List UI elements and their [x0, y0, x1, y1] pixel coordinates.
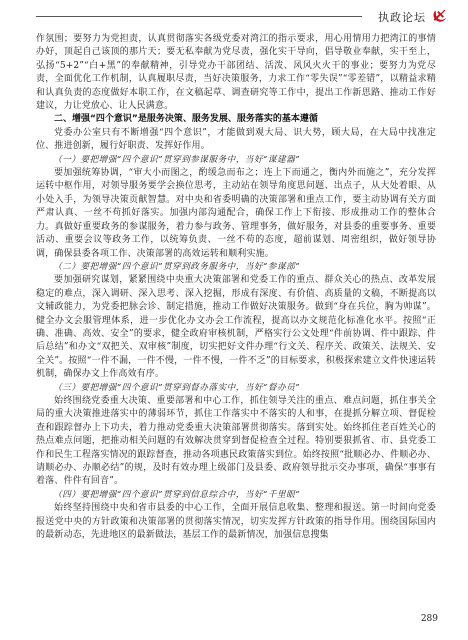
section-heading: 二、增强“四个意识”是服务决策、服务发展、服务落实的基本遵循: [54, 114, 318, 125]
paragraph: 要加强统筹协调，“审大小而图之，酌缓急而布之；连上下而通之，衡内外而施之”，充分发挥运转中枢作用，对领导服务要学会换位思考，主动站在领导角度思问题、出点子，从大处着眼、从小处入手，为领导决策贡献智慧。对中央和省委明确的决策部署和重点工作，要主动协调有关方面严肃认真、一丝不苟抓好落实。加强内部沟通配合，确保工作上下衔接、形成推动工作的整体合力。真做好重要政务的参谋服务，着力参与政务、管理事务，做好服务，对县委的重要事务、重要活动、重要会议等政务工作，以统筹负责、一丝不苟的态度，超前谋划、周密组织，做好领导协调，确保县委各项工作、决策部署的高效运转和顺利实施。: [36, 168, 436, 259]
subsection-heading: （二）要把增强“四个意识”贯穿到政务服务中，当好“参谋部”: [53, 261, 301, 272]
party-emblem-icon: [430, 6, 448, 24]
paragraph: 要加强研究谋划，紧紧围绕中央重大决策部署和党委工作的重点、群众关心的热点、改革发展稳定的难点，深入调研、深入思考、深入挖掘，形成有深度、有价值、高质量的文稿，不断提高以文辅政能力，为党委把脉会诊、制定措施，推动工作做好决策服务。做到“身在兵位，胸为帅谋”。健全办文会服管理体系，进一步优化办文办会工作流程，提高以办文规范化标准化水平。按照“正确、准确、高效、安全”的要求，健全政府审核机制，严格实行公文处理“件前协调、件中跟踪、件后总结”和办文“双把关、双审核”制度，切实把好文件办理“行文关、程序关、政策关、法规关、安全关”。按照“一件不漏，一件不慢，一件不慢，一件不乏”的目标要求，积极探索建立文件快速运转机制，确保办文上作高效有序。: [36, 275, 436, 380]
page-header: [36, 6, 448, 36]
page-number: 289: [420, 614, 438, 624]
paragraph: 党委办公室只有不断增强“四个意识”，才能做到观大局、识大势，顾大局，在大局中找准定位、推进创新，履行好职责、发挥好作用。: [36, 127, 436, 152]
subsection-heading: （三）要把增强“四个意识”贯穿到督办落实中，当好“督办员”: [53, 382, 301, 393]
paragraph: 始终围绕党委重大决策、重要部署和中心工作，抓住领导关注的重点、难点问题，抓住事关全局的重大决策推进落实中的薄弱环节，抓住工作落实中不落实的人和事，在提抓分解立项、督促检查和跟踪督办上下功夫，着力推动党委重大决策部署贯彻落实。落到实处。始终抓住老百姓关心的热点难点问题，把推动相关问题的有效解决贯穿到督促检查全过程。特别要狠抓省、市、县党委工作和民生工程落实情况的跟踪督查，推动各项惠民政策落实到位。始终按照“批顺必办、件顺必办、请顺必办、办顺必结”的规，及时有效办理上级部门及县委、政府领导批示交办事项，确保“事事有着落、件件有回音”。: [36, 395, 436, 487]
subsection-heading: （四）要把增强“四个意识”贯穿到信息综合中，当好“千里眼”: [53, 489, 301, 500]
paragraph: 作氛围；要努力为党担责，认真贯彻落实各级党委对湾江的指示要求，用心用情用力把湾江的事情办好，顶起自己该顶的那片天；要无私奉献为党尽责，强化实干导向，倡导敬业奉献，实干至上，弘扬“5+2”“白+黑”的奉献精神，引导党办干部团结、活泼、风风火火干的事业；要努力为党尽责，全面优化工作机制，认真履职尽责，当好决策服务，力求工作“零失误”“零差错”，以精益求精和认真负责的态度做好本职工作，在文稿起草、调查研究等工作中，提出工作新思路、推动工作好建议，力让党放心、让人民满意。: [36, 34, 436, 112]
subsection-heading: （一）要把增强“四个意识”贯穿到参谋服务中，当好“谋建器”: [53, 154, 301, 165]
paragraph: 始终坚持围绕中央和省市县委的中心工作，全面开展信息收集、整理和报送。第一时间向党委报送党中央的方针政策和决策部署的贯彻落实情况，切实发挥方针政策的指导作用。围绕国际国内的最新动态，先进地区的最新做法，基层工作的最新情况，加强信息搜集: [36, 503, 436, 541]
article-body: [36, 33, 436, 613]
section-title: 执政论坛: [378, 11, 426, 24]
header-rule: [36, 16, 362, 17]
